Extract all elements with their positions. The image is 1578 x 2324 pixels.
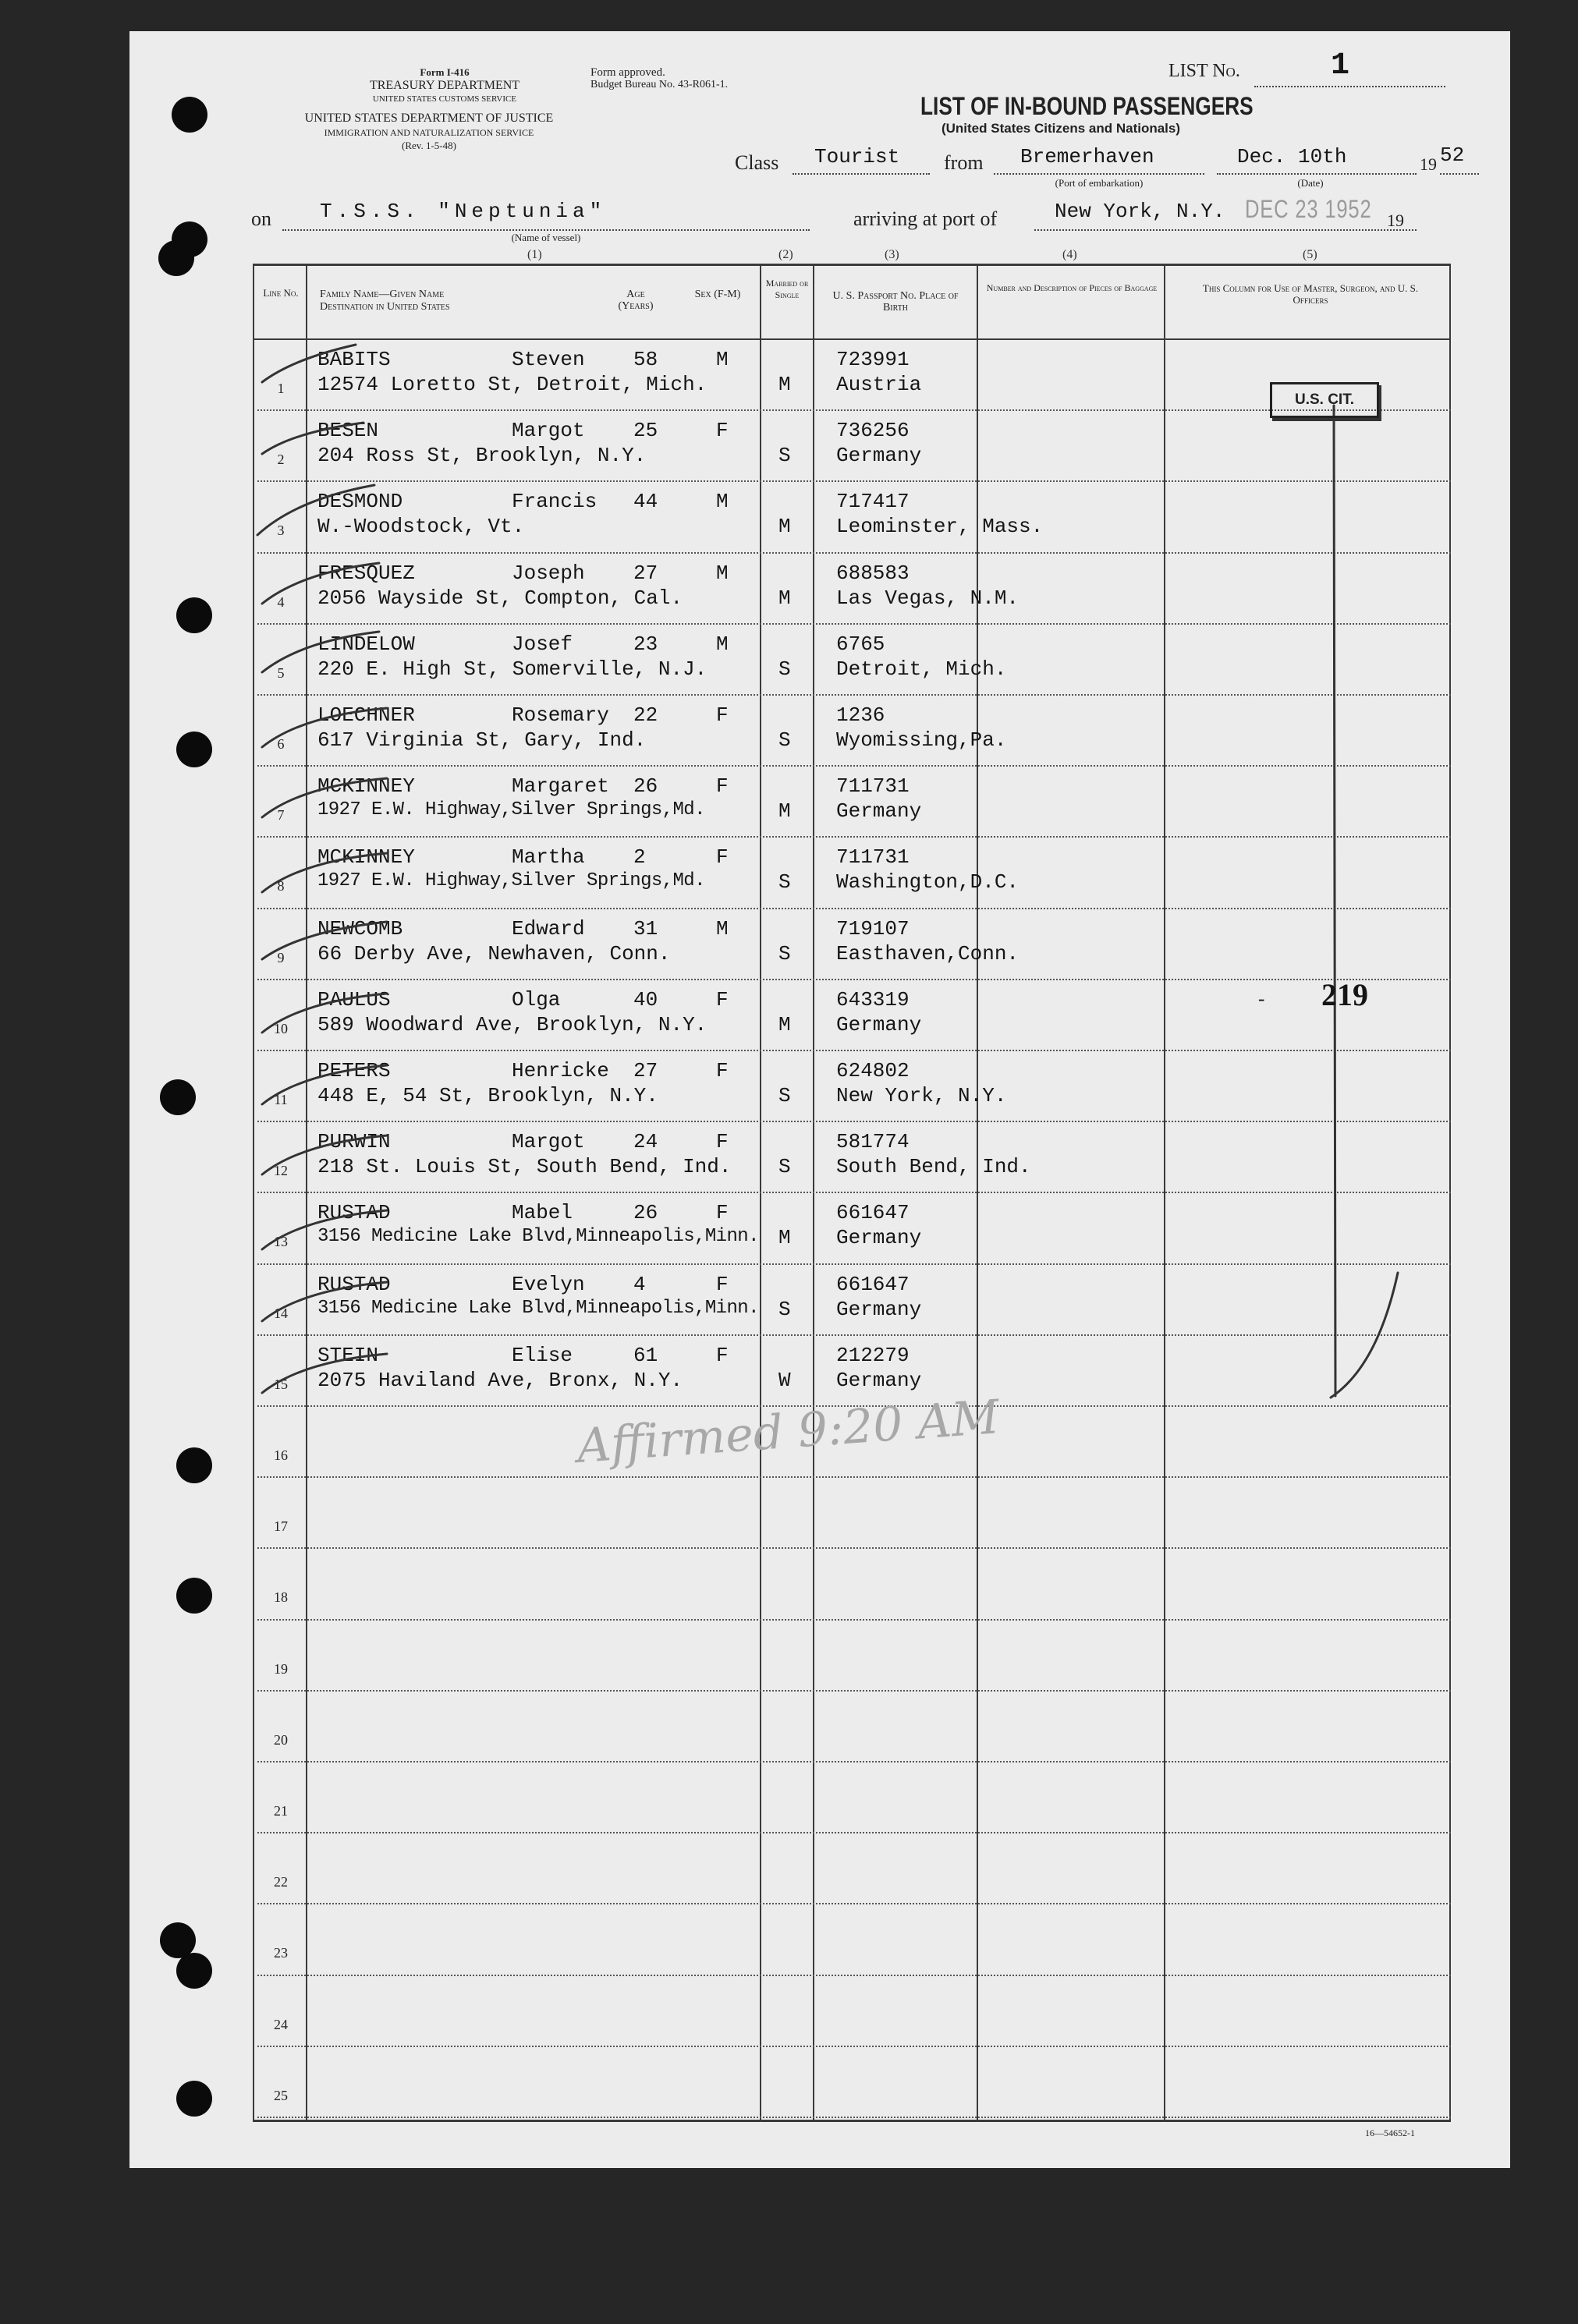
age: 25 (633, 419, 658, 443)
arrival-port: New York, N.Y. (1055, 200, 1225, 223)
age: 23 (633, 632, 658, 656)
row-rule (257, 1547, 1451, 1549)
place-of-birth: Detroit, Mich. (836, 657, 1007, 681)
age: 27 (633, 1059, 658, 1082)
passport-number: 212279 (836, 1343, 910, 1367)
departure-date: Dec. 10th (1237, 145, 1347, 168)
header-sex: Sex (F-M) (694, 289, 741, 300)
destination-address: 2075 Haviland Ave, Bronx, N.Y. (317, 1368, 683, 1392)
passenger-count-note: 219 (1321, 977, 1368, 1012)
destination-address: W.-Woodstock, Vt. (317, 515, 525, 539)
arrival-date-stamp: DEC 23 1952 (1245, 195, 1372, 223)
sex: M (716, 916, 729, 941)
given-name: Henricke (512, 1059, 609, 1082)
line-number: 20 (274, 1731, 288, 1748)
given-name: Steven (512, 348, 585, 371)
family-name: LINDELOW (317, 632, 415, 656)
sex: F (716, 1201, 729, 1225)
line-number: 3 (277, 523, 285, 539)
table-top-border (253, 264, 1451, 266)
place-of-birth: South Bend, Ind. (836, 1155, 1031, 1179)
place-of-birth: Wyomissing,Pa. (836, 728, 1007, 752)
place-of-birth: Austria (836, 373, 922, 396)
sex: F (716, 987, 729, 1011)
footer-code: 16—54652-1 (1365, 2127, 1415, 2138)
row-rule (257, 1832, 1451, 1833)
date-underline (1217, 173, 1417, 175)
place-of-birth: Las Vegas, N.M. (836, 586, 1019, 610)
age: 61 (633, 1343, 658, 1367)
family-name: MCKINNEY (317, 845, 415, 870)
age: 58 (633, 348, 658, 371)
header-bottom-border (253, 338, 1451, 340)
family-name: STEIN (317, 1343, 379, 1367)
age: 4 (633, 1272, 646, 1296)
age: 2 (633, 845, 646, 870)
binder-hole (160, 1079, 196, 1115)
passport-number: 717417 (836, 490, 910, 514)
marital-status: M (778, 515, 791, 539)
age: 40 (633, 987, 658, 1011)
binder-hole (176, 597, 212, 633)
line-number: 24 (274, 2016, 288, 2032)
form-revision: (Rev. 1-5-48) (402, 140, 456, 151)
passport-number: 1236 (836, 703, 885, 727)
passport-number: 6765 (836, 632, 885, 656)
table-bottom-border (253, 2120, 1451, 2122)
line-number: 4 (277, 593, 285, 610)
column-caption-1: (1) (527, 248, 542, 261)
row-rule (257, 1761, 1451, 1762)
header-age: Age (Years) (618, 289, 654, 312)
list-number-underline (1254, 86, 1445, 87)
age: 44 (633, 490, 658, 514)
line-number: 7 (277, 807, 285, 824)
vessel-name: T.S.S. "Neptunia" (320, 200, 607, 223)
sex: F (716, 845, 729, 870)
destination-address: 218 St. Louis St, South Bend, Ind. (317, 1155, 732, 1179)
family-name: DESMOND (317, 490, 403, 514)
place-of-birth: Germany (836, 1368, 922, 1392)
given-name: Mabel (512, 1201, 573, 1225)
sex: F (716, 703, 729, 727)
row-rule (257, 979, 1451, 980)
class-underline (793, 173, 930, 175)
header-officers: This Column for Use of Master, Surgeon, and U. S. Officers (1202, 282, 1419, 306)
line-number: 1 (277, 381, 285, 396)
class-label: Class (735, 151, 779, 174)
row-rule (257, 836, 1451, 838)
destination-address: 3156 Medicine Lake Blvd,Minneapolis,Minn. (317, 1297, 759, 1319)
line-number: 22 (274, 1874, 288, 1890)
given-name: Evelyn (512, 1272, 585, 1296)
line-number: 9 (277, 949, 285, 965)
row-rule (257, 1050, 1451, 1051)
age: 26 (633, 1201, 658, 1225)
line-number: 12 (274, 1163, 288, 1179)
customs-service: UNITED STATES CUSTOMS SERVICE (372, 94, 517, 104)
row-rule (257, 1690, 1451, 1692)
given-name: Edward (512, 916, 585, 941)
form-number: Form I-416 (420, 66, 470, 78)
sex: F (716, 419, 729, 443)
marital-status: S (778, 941, 791, 965)
row-rule (257, 1903, 1451, 1904)
given-name: Martha (512, 845, 585, 870)
line-number: 23 (274, 1945, 288, 1961)
row-rule (257, 694, 1451, 696)
row-rule (257, 765, 1451, 767)
marital-status: M (778, 586, 791, 610)
family-name: RUSTAD (317, 1201, 391, 1225)
list-number-label: LIST No. (1168, 61, 1240, 81)
passport-number: 661647 (836, 1201, 910, 1225)
marital-status: W (778, 1368, 791, 1392)
place-of-birth: Washington,D.C. (836, 870, 1019, 895)
line-number: 15 (274, 1376, 288, 1392)
place-of-birth: Germany (836, 799, 922, 824)
family-name: BABITS (317, 348, 391, 371)
embarkation-port: Bremerhaven (1020, 145, 1154, 168)
binder-hole (176, 1953, 212, 1989)
marital-status: M (778, 1226, 791, 1250)
line-number: 11 (274, 1092, 288, 1107)
destination-address: 3156 Medicine Lake Blvd,Minneapolis,Minn. (317, 1226, 759, 1248)
destination-address: 220 E. High St, Somerville, N.J. (317, 657, 707, 681)
on-label: on (251, 207, 271, 230)
passport-number: 711731 (836, 845, 910, 870)
family-name: MCKINNEY (317, 774, 415, 799)
age: 31 (633, 916, 658, 941)
header-line-no: Line No. (263, 287, 299, 299)
row-rule (257, 2046, 1451, 2047)
row-rule (257, 908, 1451, 909)
marital-status: S (778, 870, 791, 895)
given-name: Olga (512, 987, 561, 1011)
marital-status: S (778, 1084, 791, 1107)
row-rule (257, 1619, 1451, 1621)
departure-year: 52 (1440, 143, 1465, 167)
passport-number: 711731 (836, 774, 910, 799)
family-name: NEWCOMB (317, 916, 403, 941)
destination-address: 204 Ross St, Brooklyn, N.Y. (317, 444, 647, 468)
family-name: PURWIN (317, 1130, 391, 1154)
row-rule (257, 1121, 1451, 1122)
row-rule (257, 2117, 1451, 2118)
passport-number: 736256 (836, 419, 910, 443)
line-number: 21 (274, 1803, 288, 1819)
family-name: RUSTAD (317, 1272, 391, 1296)
header-passport: U. S. Passport No. Place of Birth (832, 290, 959, 314)
marital-status: S (778, 444, 791, 468)
family-name: PETERS (317, 1059, 391, 1082)
row-rule (257, 552, 1451, 554)
binder-hole (176, 2081, 212, 2117)
binder-hole (172, 97, 207, 133)
place-of-birth: Germany (836, 1226, 922, 1250)
binder-hole (176, 732, 212, 767)
year-underline (1440, 173, 1479, 175)
marital-status: S (778, 657, 791, 681)
row-rule (257, 1975, 1451, 1976)
line-number: 17 (274, 1518, 288, 1535)
sex: F (716, 774, 729, 799)
date-caption: (Date) (1297, 177, 1324, 189)
destination-address: 66 Derby Ave, Newhaven, Conn. (317, 941, 671, 965)
list-number: 1 (1331, 48, 1350, 83)
count-dash: - (1256, 990, 1268, 1011)
passport-number: 581774 (836, 1130, 910, 1154)
from-underline (994, 173, 1204, 175)
line-number: 13 (274, 1234, 288, 1250)
given-name: Margot (512, 1130, 585, 1154)
marital-status: S (778, 1297, 791, 1321)
sex: M (716, 632, 729, 656)
from-label: from (944, 151, 984, 174)
sex: M (716, 561, 729, 585)
header-baggage: Number and Description of Pieces of Baggage (986, 282, 1158, 293)
given-name: Margot (512, 419, 585, 443)
us-citizen-stamp: U.S. CIT. (1270, 382, 1379, 418)
destination-address: 617 Virginia St, Gary, Ind. (317, 728, 647, 752)
row-rule (257, 1476, 1451, 1478)
marital-status: M (778, 373, 791, 396)
age: 26 (633, 774, 658, 799)
line-number: 19 (274, 1660, 288, 1677)
department-of-justice: UNITED STATES DEPARTMENT OF JUSTICE (304, 112, 554, 125)
age: 22 (633, 703, 658, 727)
sex: F (716, 1272, 729, 1296)
passport-number: 643319 (836, 987, 910, 1011)
year-prefix: 19 (1420, 154, 1437, 174)
sex: M (716, 490, 729, 514)
given-name: Rosemary (512, 703, 609, 727)
vessel-underline (282, 229, 810, 231)
place-of-birth: New York, N.Y. (836, 1084, 1007, 1107)
destination-address: 448 E, 54 St, Brooklyn, N.Y. (317, 1084, 658, 1107)
place-of-birth: Leominster, Mass. (836, 515, 1044, 539)
manifest-subtitle: (United States Citizens and Nationals) (941, 121, 1181, 136)
destination-address: 589 Woodward Ave, Brooklyn, N.Y. (317, 1012, 707, 1036)
given-name: Elise (512, 1343, 573, 1367)
passport-number: 723991 (836, 348, 910, 371)
marital-status: S (778, 1155, 791, 1179)
passport-number: 624802 (836, 1059, 910, 1082)
marital-status: M (778, 1012, 791, 1036)
sex: M (716, 348, 729, 371)
row-rule (257, 1263, 1451, 1265)
row-rule (257, 480, 1451, 482)
binder-hole (158, 240, 194, 276)
line-number: 8 (277, 878, 285, 895)
destination-address: 1927 E.W. Highway,Silver Springs,Md. (317, 870, 705, 892)
row-rule (257, 623, 1451, 625)
column-caption-3: (3) (885, 248, 899, 261)
given-name: Joseph (512, 561, 585, 585)
line-number: 2 (277, 452, 285, 468)
sex: F (716, 1059, 729, 1082)
binder-hole (176, 1578, 212, 1614)
age: 24 (633, 1130, 658, 1154)
family-name: FRESQUEZ (317, 561, 415, 585)
budget-bureau: Budget Bureau No. 43-R061-1. (590, 79, 729, 90)
row-rule (257, 1192, 1451, 1193)
line-number: 18 (274, 1589, 288, 1606)
header-married: Married or Single (765, 278, 809, 300)
column-caption-5: (5) (1303, 248, 1317, 261)
passport-number: 719107 (836, 916, 910, 941)
marital-status: M (778, 799, 791, 824)
line-number: 5 (277, 664, 285, 681)
immigration-service: IMMIGRATION AND NATURALIZATION SERVICE (324, 127, 534, 138)
passport-number: 661647 (836, 1272, 910, 1296)
place-of-birth: Germany (836, 1012, 922, 1036)
place-of-birth: Easthaven,Conn. (836, 941, 1019, 965)
table-left-border (253, 264, 254, 2122)
form-approved: Form approved. (590, 66, 665, 79)
age: 27 (633, 561, 658, 585)
given-name: Margaret (512, 774, 609, 799)
place-of-birth: Germany (836, 444, 922, 468)
family-name: LOECHNER (317, 703, 415, 727)
line-number: 6 (277, 736, 285, 752)
line-number: 16 (274, 1447, 288, 1463)
class-value: Tourist (814, 145, 900, 168)
family-name: PAULUS (317, 987, 391, 1011)
treasury-department: TREASURY DEPARTMENT (369, 79, 520, 92)
given-name: Josef (512, 632, 573, 656)
line-number: 10 (274, 1020, 288, 1036)
vessel-caption: (Name of vessel) (511, 232, 581, 243)
row-rule (257, 1334, 1451, 1336)
line-number: 25 (274, 2087, 288, 2103)
arriving-label: arriving at port of (853, 207, 998, 230)
sex: F (716, 1130, 729, 1154)
passport-number: 688583 (836, 561, 910, 585)
family-name: BESEN (317, 419, 379, 443)
year-suffix: 19 (1387, 211, 1404, 230)
column-caption-4: (4) (1062, 248, 1077, 261)
officer-signature: Affirmed 9:20 AM (575, 1390, 1002, 1474)
header-name: Family Name—Given Name (320, 289, 445, 300)
manifest-title: LIST OF IN-BOUND PASSENGERS (920, 92, 1254, 120)
destination-address: 12574 Loretto St, Detroit, Mich. (317, 373, 707, 396)
arrival-underline (1034, 229, 1417, 231)
sex: F (716, 1343, 729, 1367)
header-destination: Destination in United States (320, 301, 450, 313)
destination-address: 1927 E.W. Highway,Silver Springs,Md. (317, 799, 705, 821)
destination-address: 2056 Wayside St, Compton, Cal. (317, 586, 683, 610)
binder-hole (176, 1447, 212, 1483)
marital-status: S (778, 728, 791, 752)
port-caption: (Port of embarkation) (1055, 177, 1144, 189)
place-of-birth: Germany (836, 1297, 922, 1321)
column-caption-2: (2) (778, 248, 793, 261)
line-number: 14 (274, 1305, 288, 1321)
given-name: Francis (512, 490, 598, 514)
